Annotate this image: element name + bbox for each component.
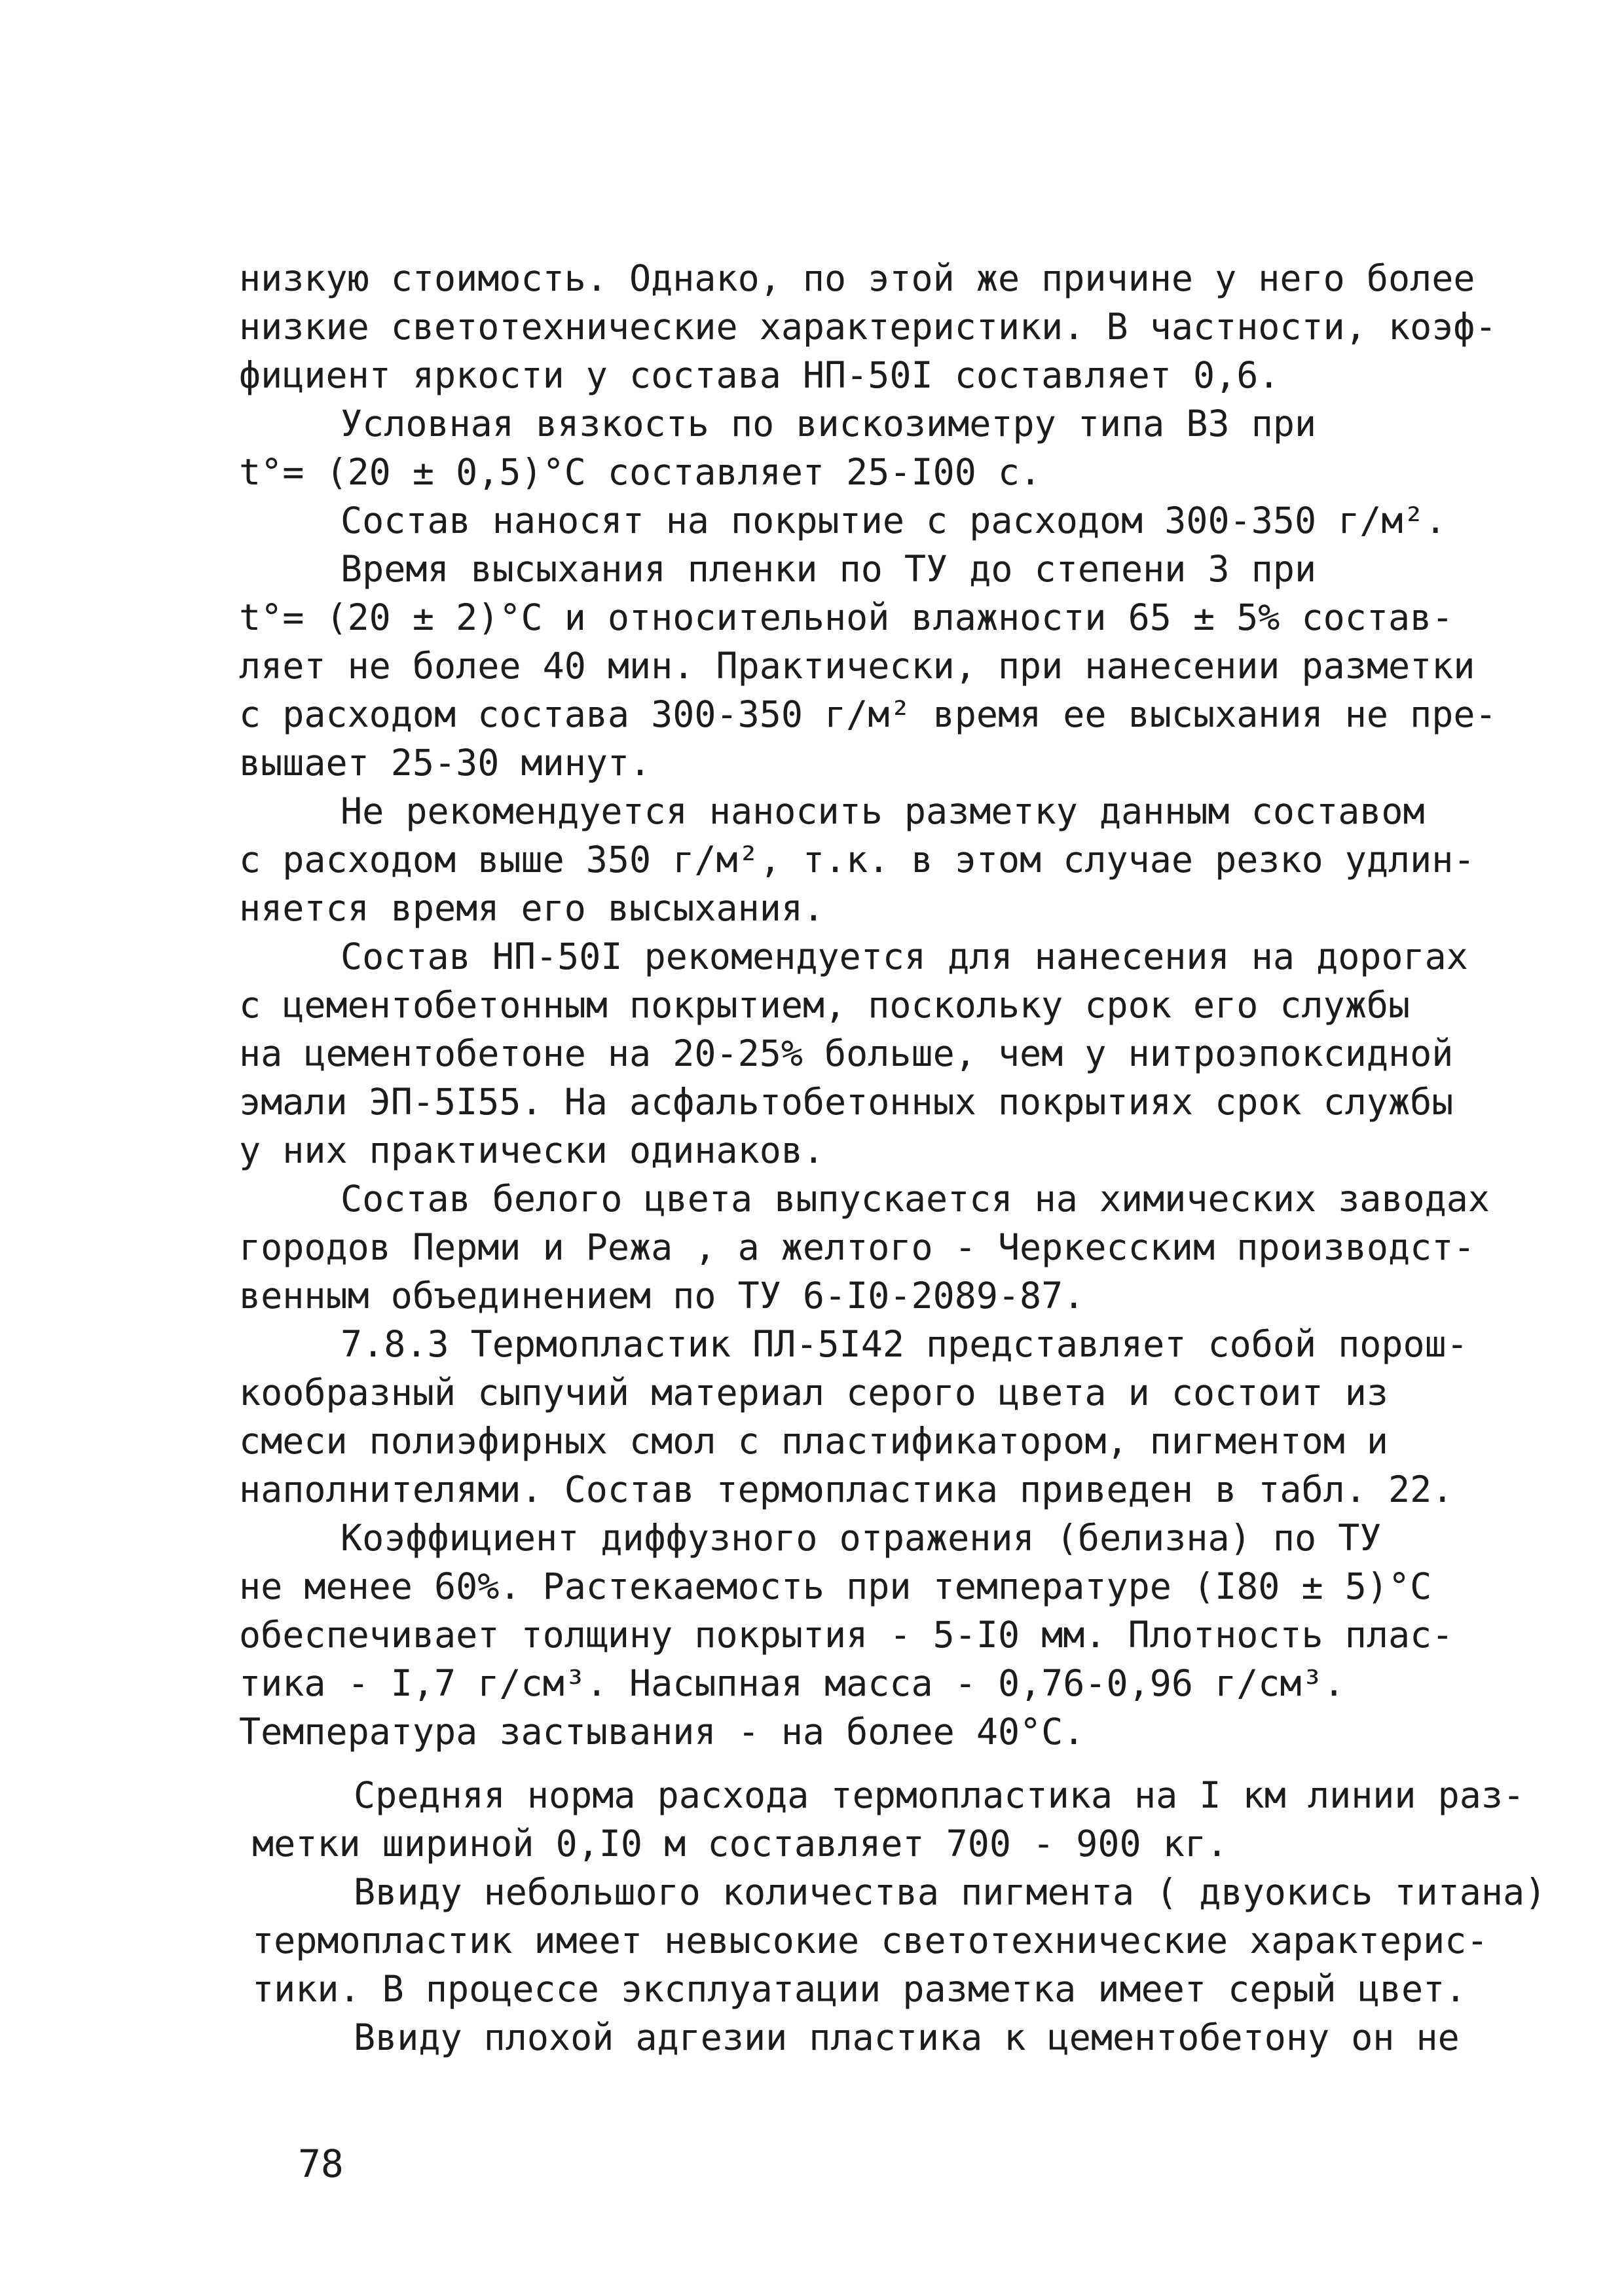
text-line: с цементобетонным покрытием, поскольку срок его службы <box>239 984 1411 1026</box>
text-line: Состав НП-50I рекомендуется для нанесения на дорогах <box>341 936 1468 977</box>
text-line: обеспечивает толщину покрытия - 5-I0 мм. Плотность плас- <box>239 1614 1454 1656</box>
text-line: ляет не более 40 мин. Практически, при нанесении разметки <box>239 645 1475 687</box>
text-line: эмали ЭП-5I55. На асфальтобетонных покрытиях срок службы <box>239 1081 1454 1123</box>
text-line: вышает 25-30 минут. <box>239 742 652 784</box>
page-number: 78 <box>298 2141 344 2186</box>
body-text-block-continued <box>252 1771 1547 2062</box>
text-line: 7.8.3 Термопластик ПЛ-5I42 представляет собой порош- <box>341 1323 1468 1365</box>
body-text-block <box>239 254 1497 1756</box>
text-line: низкие светотехнические характеристики. В частности, коэф- <box>239 306 1497 348</box>
text-line: наполнителями. Состав термопластика приведен в табл. 22. <box>239 1468 1454 1510</box>
text-line: Не рекомендуется наносить разметку данным составом <box>341 790 1425 832</box>
text-line: Условная вязкость по вискозиметру типа ВЗ при <box>341 403 1317 445</box>
text-line: фициент яркости у состава НП-50I составляет 0,6. <box>239 354 1280 396</box>
text-line: Состав белого цвета выпускается на химических заводах <box>341 1178 1490 1220</box>
text-line: городов Перми и Режа , а желтого - Черкесским производст- <box>239 1226 1475 1268</box>
text-line: няется время его высыхания. <box>239 887 825 929</box>
text-line: Ввиду небольшого количества пигмента ( двуокись титана) <box>354 1871 1547 1913</box>
text-line: с расходом выше 350 г/м², т.к. в этом случае резко удлин- <box>239 839 1475 881</box>
text-line: t°= (20 ± 2)°C и относительной влажности 65 ± 5% состав- <box>239 596 1454 638</box>
text-line: Средняя норма расхода термопластика на I км линии раз- <box>354 1774 1525 1816</box>
text-line: с расходом состава 300-350 г/м² время ее высыхания не пре- <box>239 693 1497 735</box>
text-line: Ввиду плохой адгезии пластика к цементобетону он не <box>354 2016 1460 2058</box>
text-line: Состав наносят на покрытие с расходом 300-350 г/м². <box>341 500 1447 541</box>
text-line: не менее 60%. Растекаемость при температуре (I80 ± 5)°C <box>239 1565 1432 1607</box>
text-line: смеси полиэфирных смол с пластификатором, пигментом и <box>239 1420 1388 1462</box>
text-line: на цементобетоне на 20-25% больше, чем у нитроэпоксидной <box>239 1032 1454 1074</box>
text-line: Время высыхания пленки по ТУ до степени 3 при <box>341 548 1317 590</box>
text-line: Коэффициент диффузного отражения (белизна) по ТУ <box>341 1517 1382 1559</box>
text-line: венным объединением по ТУ 6-I0-2089-87. <box>239 1275 1085 1317</box>
text-line: тика - I,7 г/см³. Насыпная масса - 0,76-0,96 г/см³. <box>239 1662 1345 1704</box>
text-line: метки шириной 0,I0 м составляет 700 - 900 кг. <box>252 1823 1228 1865</box>
text-line: Температура застывания - на более 40°C. <box>239 1711 1085 1753</box>
text-line: термопластик имеет невысокие светотехнические характерис- <box>252 1920 1488 1961</box>
text-line: кообразный сыпучий материал серого цвета и состоит из <box>239 1372 1388 1413</box>
text-line: t°= (20 ± 0,5)°C составляет 25-I00 с. <box>239 451 1042 493</box>
text-line: тики. В процессе эксплуатации разметка имеет серый цвет. <box>252 1968 1467 2010</box>
text-line: у них практически одинаков. <box>239 1129 825 1171</box>
text-line: низкую стоимость. Однако, по этой же причине у него более <box>239 257 1475 299</box>
